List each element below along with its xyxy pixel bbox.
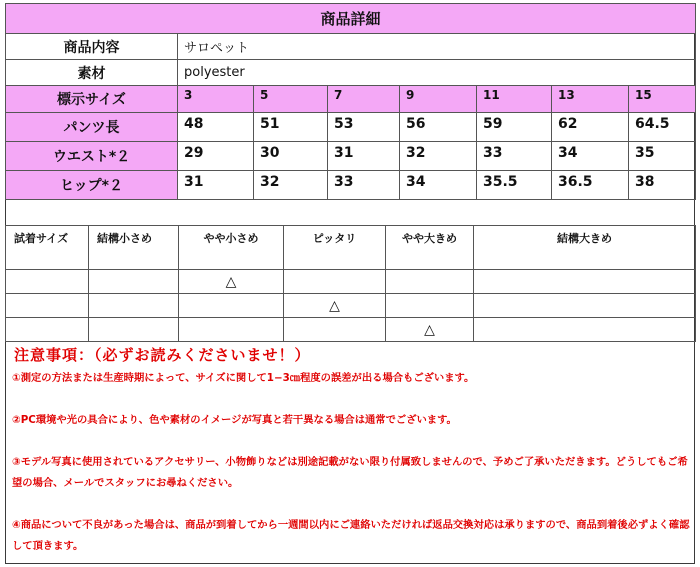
measure-label-hip: ヒップ*２ [6,171,178,200]
material-label: 素材 [6,60,178,86]
fit-header: 試着サイズ [6,226,89,270]
measure-label-pants-length: パンツ長 [6,113,178,142]
measure-cell: 32 [400,142,477,171]
note-item: ②PC環境や光の具合により、色や素材のイメージが写真と若干異なる場合は通常でございます。 [12,414,457,426]
note-item: ④商品について不良があった場合は、商品が到着してから一週間以内にご連絡いただければ返品交換対応は承りますので、商品到着後必ずよく確認して頂きます。 [12,519,690,552]
measure-cell: 38 [629,171,696,200]
note-item: ③モデル写真に使用されているアクセサリー、小物飾りなどは別途記載がない限り付属致しませんので、予めご了承いただきます。どうしてもご希望の場合、メールでスタッフにお尋ねください。 [12,456,688,489]
measure-cell: 34 [552,142,629,171]
measure-cell: 56 [400,113,477,142]
notes-heading: 注意事項：（必ずお読みくださいませ！） [14,346,311,364]
fit-header: やや小さめ [179,226,284,270]
fit-header: 結構大きめ [474,226,696,270]
fit-cell [89,318,179,342]
measure-cell: 33 [477,142,552,171]
measure-cell: 59 [477,113,552,142]
fit-cell [179,294,284,318]
material-value: polyester [178,60,696,86]
measure-cell: 31 [328,142,400,171]
measure-cell: 36.5 [552,171,629,200]
measure-cell: 35 [629,142,696,171]
fitting-table [5,225,696,342]
fit-cell [179,318,284,342]
product-spec-table [5,3,696,200]
fit-header: やや大きめ [386,226,474,270]
fit-cell [474,270,696,294]
size-cell: 13 [552,86,629,113]
size-cell: 15 [629,86,696,113]
fit-cell [474,294,696,318]
page-title: 商品詳細 [6,4,696,34]
measure-cell: 64.5 [629,113,696,142]
measure-cell: 48 [178,113,254,142]
fit-header: 結構小さめ [89,226,179,270]
fit-cell [474,318,696,342]
fit-cell [89,270,179,294]
measure-label-waist: ウエスト*２ [6,142,178,171]
size-cell: 11 [477,86,552,113]
fit-mark: △ [284,294,386,318]
fit-cell [6,270,89,294]
measure-cell: 34 [400,171,477,200]
size-cell: 3 [178,86,254,113]
fit-cell [386,270,474,294]
size-label: 標示サイズ [6,86,178,113]
fit-cell [6,318,89,342]
measure-cell: 35.5 [477,171,552,200]
measure-cell: 32 [254,171,328,200]
fit-mark: △ [179,270,284,294]
fit-mark: △ [386,318,474,342]
measure-cell: 62 [552,113,629,142]
product-value: サロペット [178,34,696,60]
fit-cell [6,294,89,318]
measure-cell: 29 [178,142,254,171]
notes-section [12,344,692,557]
measure-cell: 51 [254,113,328,142]
product-label: 商品内容 [6,34,178,60]
fit-cell [89,294,179,318]
fit-cell [284,270,386,294]
fit-cell [284,318,386,342]
fit-header: ピッタリ [284,226,386,270]
measure-cell: 33 [328,171,400,200]
size-cell: 5 [254,86,328,113]
size-cell: 9 [400,86,477,113]
fit-cell [386,294,474,318]
note-item: ①測定の方法または生産時期によって、サイズに関して1−3㎝程度の誤差が出る場合もございます。 [12,372,475,384]
size-cell: 7 [328,86,400,113]
measure-cell: 31 [178,171,254,200]
measure-cell: 30 [254,142,328,171]
measure-cell: 53 [328,113,400,142]
